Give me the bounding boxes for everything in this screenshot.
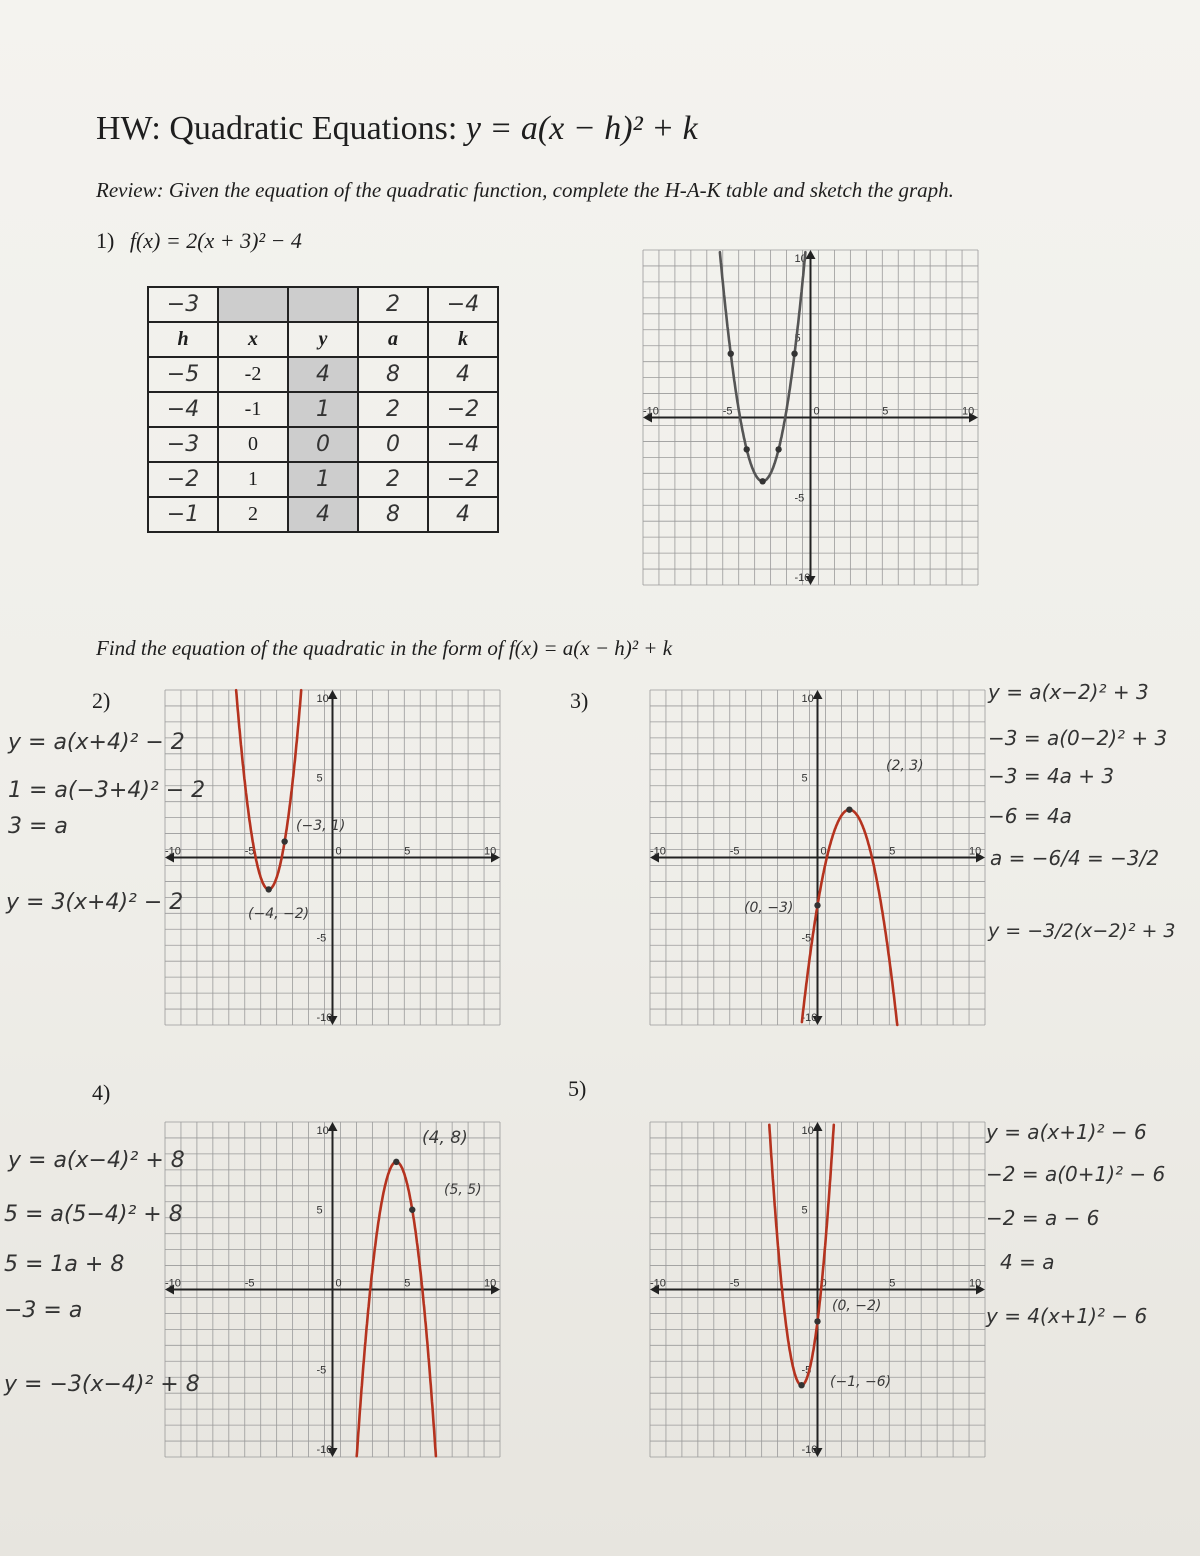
table-row [148, 427, 498, 462]
table-cell: 2 [218, 497, 288, 532]
y-tick-label: -10 [801, 1012, 818, 1025]
table-row [148, 287, 498, 322]
table-cell: −2 [148, 462, 218, 497]
table-cell: −1 [148, 497, 218, 532]
q5-work-line: −2 = a(0+1)² − 6 [986, 1162, 1166, 1186]
y-tick-label: 10 [316, 1124, 329, 1137]
x-tick-label: 0 [335, 845, 342, 858]
x-tick-label: -5 [722, 405, 733, 418]
parabola-curve [720, 252, 806, 481]
x-tick-label: 10 [484, 1277, 497, 1290]
title-text: HW: Quadratic Equations: [96, 110, 458, 147]
graph-q4 [165, 1122, 500, 1457]
table-cell: 8 [358, 497, 428, 532]
parabola-curve [357, 1162, 436, 1456]
graph-q2 [165, 690, 500, 1025]
parabola-curve [802, 810, 897, 1025]
table-cell: −4 [428, 287, 498, 322]
table-cell: −3 [148, 427, 218, 462]
table-cell: 1 [218, 462, 288, 497]
q3-point-label: (0, −3) [744, 900, 794, 916]
plotted-point [775, 446, 781, 452]
table-cell: 4 [288, 357, 358, 392]
plotted-point [743, 446, 749, 452]
x-tick-label: 5 [404, 845, 411, 858]
table-row [148, 462, 498, 497]
y-tick-label: -10 [794, 572, 811, 585]
y-axis-arrow [806, 250, 816, 259]
x-tick-label: 5 [889, 1277, 896, 1290]
q4-point-label: (4, 8) [422, 1128, 468, 1148]
question-1-label: 1) [96, 228, 115, 253]
table-cell: 4 [288, 497, 358, 532]
table-header-row [148, 322, 498, 357]
y-tick-label: -5 [801, 932, 812, 945]
y-axis-arrow [813, 690, 823, 699]
q4-work-line: 5 = a(5−4)² + 8 [4, 1202, 183, 1227]
question-5-label: 5) [568, 1076, 587, 1101]
table-row [148, 392, 498, 427]
table-cell: −2 [428, 392, 498, 427]
table-cell: -1 [218, 392, 288, 427]
y-tick-label: 5 [794, 332, 801, 345]
table-cell: −4 [428, 427, 498, 462]
page-title [96, 110, 698, 148]
q3-answer: y = −3/2(x−2)² + 3 [988, 920, 1176, 942]
q5-work-line: y = a(x+1)² − 6 [986, 1120, 1147, 1144]
q2-answer: y = 3(x+4)² − 2 [6, 890, 184, 915]
x-tick-label: -10 [642, 405, 659, 418]
table-cell: 0 [358, 427, 428, 462]
q4-answer: y = −3(x−4)² + 8 [4, 1372, 200, 1397]
plotted-point [814, 902, 820, 908]
table-cell: 4 [428, 357, 498, 392]
q3-work-line: −3 = 4a + 3 [988, 764, 1115, 788]
q5-point-label: (−1, −6) [830, 1374, 892, 1390]
q3-work-line: a = −6/4 = −3/2 [990, 846, 1160, 870]
y-axis-arrow [328, 1122, 338, 1131]
question-1-equation: f(x) = 2(x + 3)² − 4 [129, 228, 302, 253]
x-tick-label: -5 [729, 845, 740, 858]
table-cell [288, 287, 358, 322]
x-tick-label: 10 [969, 1277, 982, 1290]
table-header: y [288, 322, 358, 357]
plotted-point [409, 1207, 415, 1213]
table-cell: −3 [148, 287, 218, 322]
table-cell: −5 [148, 357, 218, 392]
y-tick-label: -5 [316, 1364, 327, 1377]
plotted-point [798, 1382, 804, 1388]
y-tick-label: -10 [316, 1012, 333, 1025]
parabola-curve [236, 690, 301, 889]
table-cell: 2 [358, 392, 428, 427]
table-cell: 1 [288, 462, 358, 497]
q2-work-line: 1 = a(−3+4)² − 2 [8, 778, 206, 803]
table-cell [218, 287, 288, 322]
x-tick-label: -10 [649, 845, 666, 858]
y-tick-label: 5 [316, 1204, 323, 1217]
y-tick-label: 5 [801, 772, 808, 785]
q5-work-line: −2 = a − 6 [986, 1206, 1100, 1230]
plotted-point [393, 1159, 399, 1165]
q5-point-label: (0, −2) [832, 1298, 882, 1314]
q4-work-line: −3 = a [4, 1298, 83, 1323]
y-axis-arrow [328, 690, 338, 699]
q2-work-line: y = a(x+4)² − 2 [8, 730, 185, 755]
y-tick-label: -10 [801, 1444, 818, 1457]
x-tick-label: 10 [962, 405, 975, 418]
y-tick-label: -5 [794, 492, 805, 505]
table-header: x [218, 322, 288, 357]
graph-q5 [650, 1122, 985, 1457]
q5-answer: y = 4(x+1)² − 6 [986, 1304, 1148, 1328]
table-cell: −4 [148, 392, 218, 427]
q4-work-line: 5 = 1a + 8 [4, 1252, 125, 1277]
table-cell: 0 [218, 427, 288, 462]
q4-point-label: (5, 5) [444, 1182, 482, 1198]
table-cell: -2 [218, 357, 288, 392]
x-tick-label: -10 [649, 1277, 666, 1290]
table-header: k [428, 322, 498, 357]
x-tick-label: -10 [164, 845, 181, 858]
x-tick-label: 10 [969, 845, 982, 858]
q2-point-label: (−4, −2) [248, 906, 310, 922]
x-tick-label: -5 [729, 1277, 740, 1290]
q3-work-line: −6 = 4a [988, 804, 1072, 828]
question-1 [96, 228, 302, 254]
question-2-label: 2) [92, 688, 111, 713]
parabola-curve [769, 1125, 834, 1385]
x-tick-label: -10 [164, 1277, 181, 1290]
find-instruction: Find the equation of the quadratic in the form of f(x) = a(x − h)² + k [96, 636, 673, 660]
plotted-point [265, 886, 271, 892]
table-header: a [358, 322, 428, 357]
x-tick-label: 0 [820, 1277, 827, 1290]
plotted-point [814, 1318, 820, 1324]
table-cell: 1 [288, 392, 358, 427]
table-cell: 4 [428, 497, 498, 532]
graph-q1 [643, 250, 978, 585]
x-tick-label: 0 [335, 1277, 342, 1290]
x-tick-label: 5 [882, 405, 889, 418]
table-cell: 2 [358, 287, 428, 322]
plotted-point [281, 838, 287, 844]
q3-point-label: (2, 3) [886, 758, 924, 774]
y-axis-arrow [813, 1122, 823, 1131]
table-cell: 8 [358, 357, 428, 392]
table-header: h [148, 322, 218, 357]
table-row [148, 357, 498, 392]
y-tick-label: 5 [801, 1204, 808, 1217]
x-tick-label: 5 [889, 845, 896, 858]
x-tick-label: 10 [484, 845, 497, 858]
q3-work-line: −3 = a(0−2)² + 3 [988, 726, 1168, 750]
q4-work-line: y = a(x−4)² + 8 [8, 1148, 185, 1173]
table-cell: −2 [428, 462, 498, 497]
x-tick-label: -5 [244, 845, 255, 858]
hak-table [147, 286, 499, 533]
q3-work-line: y = a(x−2)² + 3 [988, 680, 1149, 704]
q2-point-label: (−3, 1) [296, 818, 346, 834]
x-tick-label: 0 [820, 845, 827, 858]
y-tick-label: 10 [316, 692, 329, 705]
y-tick-label: 10 [801, 1124, 814, 1137]
y-tick-label: 5 [316, 772, 323, 785]
plotted-point [759, 478, 765, 484]
y-tick-label: -5 [801, 1364, 812, 1377]
table-row [148, 497, 498, 532]
plotted-point [728, 350, 734, 356]
plotted-point [846, 806, 852, 812]
review-instruction: Review: Given the equation of the quadratic function, complete the H-A-K table and sketch the graph. [96, 178, 954, 202]
title-formula: y = a(x − h)² + k [465, 110, 698, 147]
x-tick-label: -5 [244, 1277, 255, 1290]
x-tick-label: 5 [404, 1277, 411, 1290]
plotted-point [791, 350, 797, 356]
y-tick-label: -10 [316, 1444, 333, 1457]
x-tick-label: 0 [813, 405, 820, 418]
table-cell: 0 [288, 427, 358, 462]
question-3-label: 3) [570, 688, 589, 713]
table-cell: 2 [358, 462, 428, 497]
y-tick-label: 10 [801, 692, 814, 705]
question-4-label: 4) [92, 1080, 111, 1105]
q2-work-line: 3 = a [8, 814, 68, 839]
q5-work-line: 4 = a [1000, 1250, 1055, 1274]
graph-q3 [650, 690, 985, 1025]
y-tick-label: -5 [316, 932, 327, 945]
y-tick-label: 10 [794, 252, 807, 265]
